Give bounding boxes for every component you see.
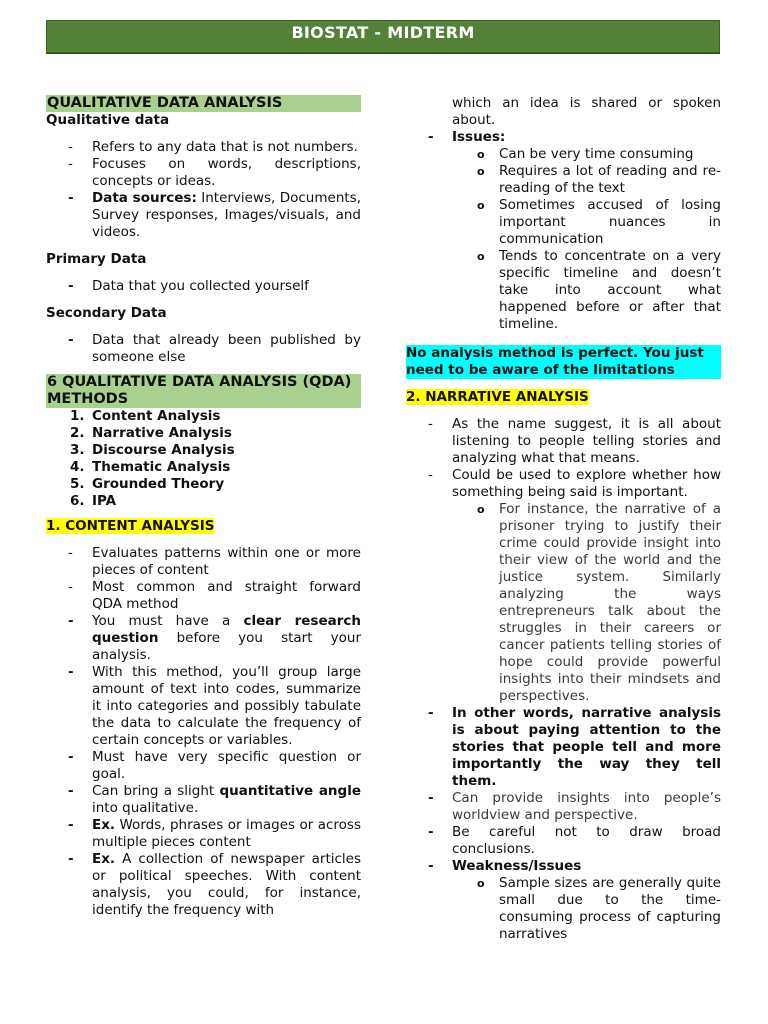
- methods-heading: 6 QUALITATIVE DATA ANALYSIS (QDA) METHODS: [46, 374, 361, 408]
- list-item: - Focuses on words, descriptions, concepts or ideas.: [68, 156, 361, 189]
- list-item: - Ex. Words, phrases or images or across multiple pieces content: [68, 817, 361, 850]
- list-item: - Data sources: Interviews, Documents, Survey responses, Images/visuals, and videos.: [68, 190, 361, 240]
- weakness-sublist: [406, 875, 721, 943]
- list-item: - Can provide insights into people’s worldview and perspective.: [428, 790, 721, 823]
- narrative-example-list: [406, 501, 721, 705]
- qualitative-data-title: Qualitative data: [46, 112, 170, 128]
- list-item: - Can bring a slight quantitative angle into qualitative.: [68, 783, 361, 816]
- primary-data-list: [46, 278, 361, 295]
- content-analysis-list: [46, 545, 361, 919]
- list-item: - Be careful not to draw broad conclusions.: [428, 824, 721, 857]
- list-item: 1. Content Analysis: [70, 408, 221, 424]
- narrative-analysis-heading: 2. NARRATIVE ANALYSIS: [406, 389, 589, 405]
- list-item: - Data that you collected yourself: [68, 278, 309, 294]
- qualitative-data-list: [46, 139, 361, 241]
- methods-list: [46, 408, 361, 510]
- list-item: - With this method, you’ll group large amount of text into codes, summarize it into categories and possibly tabulate the data to calculate the frequency of certain concepts or variables.: [68, 664, 361, 748]
- issues-sublist: [406, 146, 721, 333]
- list-item: 6. IPA: [70, 493, 117, 509]
- list-item: - Most common and straight forward QDA method: [68, 579, 361, 612]
- list-item: - Refers to any data that is not numbers.: [68, 139, 358, 155]
- limitations-note: No analysis method is perfect. You just need to be aware of the limitations: [406, 345, 721, 379]
- list-item: o For instance, the narrative of a prisoner trying to justify their crime could provide insight into their view of the world and the justice system. Similarly analyzing the ways entrepreneurs talk about the struggles in their careers or cancer patients telling stories of hope could provide powerful insights into their mindsets and perspectives.: [477, 501, 721, 704]
- primary-data-title: Primary Data: [46, 251, 147, 267]
- narrative-list-2: [406, 705, 721, 875]
- list-item: - As the name suggest, it is all about listening to people telling stories and analyzing what that means.: [428, 416, 721, 466]
- list-item: o Can be very time consuming: [477, 146, 694, 162]
- list-item: 2. Narrative Analysis: [70, 425, 232, 441]
- issues-list: [406, 129, 721, 146]
- list-item: - Ex. A collection of newspaper articles or political speeches. With content analysis, you could, for instance, identify the frequency with: [68, 851, 361, 918]
- page-title: BIOSTAT - MIDTERM: [291, 23, 475, 42]
- list-item: - Must have very specific question or goal.: [68, 749, 361, 782]
- list-item: - Weakness/Issues: [428, 858, 582, 874]
- continued-text: which an idea is shared or spoken about.: [452, 95, 721, 128]
- title-banner: [46, 20, 720, 53]
- secondary-data-title: Secondary Data: [46, 305, 167, 321]
- content-analysis-heading: 1. CONTENT ANALYSIS: [46, 518, 215, 534]
- list-item: - Evaluates patterns within one or more pieces of content: [68, 545, 361, 578]
- secondary-data-list: [46, 332, 361, 366]
- list-item: 3. Discourse Analysis: [70, 442, 235, 458]
- list-item: - Could be used to explore whether how something being said is important.: [428, 467, 721, 500]
- list-item: - In other words, narrative analysis is about paying attention to the stories that people tell and more importantly the way they tell them.: [428, 705, 721, 789]
- list-item: - You must have a clear research question before you start your analysis.: [68, 613, 361, 663]
- list-item: o Sometimes accused of losing important nuances in communication: [477, 197, 721, 247]
- left-column: [46, 95, 361, 919]
- list-item: 5. Grounded Theory: [70, 476, 225, 492]
- list-item: - Issues:: [428, 129, 506, 145]
- list-item: - Data that already been published by someone else: [68, 332, 361, 365]
- right-column: [406, 95, 721, 943]
- list-item: o Tends to concentrate on a very specific timeline and doesn’t take into account what happened before or after that timeline.: [477, 248, 721, 332]
- list-item: 4. Thematic Analysis: [70, 459, 231, 475]
- qda-heading: QUALITATIVE DATA ANALYSIS: [46, 95, 361, 112]
- list-item: o Sample sizes are generally quite small due to the time-consuming process of capturing narratives: [477, 875, 721, 942]
- narrative-list: [406, 416, 721, 501]
- list-item: o Requires a lot of reading and re-reading of the text: [477, 163, 721, 196]
